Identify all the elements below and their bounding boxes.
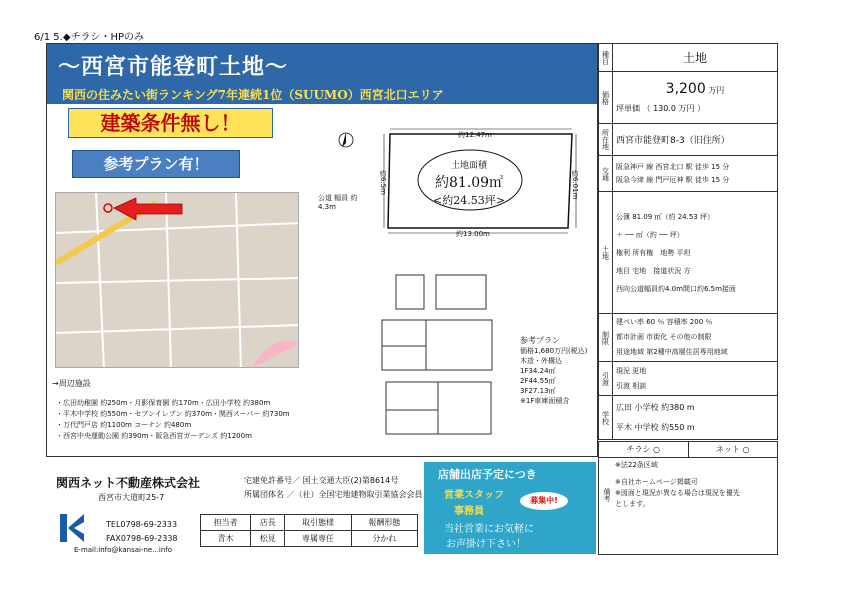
location-label: 所在地 xyxy=(599,124,613,156)
transport-label: 交通 xyxy=(599,156,613,192)
land-category: 地目 宅地 xyxy=(616,266,647,275)
floor-plans xyxy=(376,270,516,440)
recruit-line: 当社営業にお気軽に xyxy=(444,524,534,535)
recruit-badge: 募集中! xyxy=(520,492,568,510)
recruit-line: 事務員 xyxy=(454,506,484,517)
flyer-flag: チラシ ○ xyxy=(599,442,689,458)
lot-top-dim: 約12.47m xyxy=(458,131,492,139)
nearby-item: ・万代門戸店 約1100m コーナン 約480m xyxy=(56,421,192,429)
media-table xyxy=(598,441,778,458)
road-access: 接道状況 方 xyxy=(653,266,691,275)
status: 現況 更地 xyxy=(616,366,647,375)
land-label: 土地 xyxy=(599,192,613,314)
nearby-heading: →周辺施設 xyxy=(52,379,91,388)
plan-floor-1: 1F34.24㎡ xyxy=(520,367,556,375)
plan-price: 価格1,680万円(税込) xyxy=(520,347,588,355)
remark-line: ※図面と現況が異なる場合は現況を優先 xyxy=(615,489,740,497)
staff-header: 担当者 xyxy=(201,515,251,531)
handover-label: 引渡 xyxy=(599,362,613,396)
fax-text: FAX0798-69-2338 xyxy=(106,534,178,543)
license-info xyxy=(244,474,423,502)
nearby-list xyxy=(56,398,386,442)
recruit-line: 店舗出店予定につき xyxy=(438,468,537,481)
limits-label: 制限 xyxy=(599,314,613,362)
lot-area-m2: 約81.09㎡ xyxy=(434,175,504,191)
transport-line: 阪急神戸 線 西宮北口 駅 徒歩 15 分 xyxy=(616,162,730,171)
handover: 引渡 相談 xyxy=(616,381,647,390)
company-address: 西宮市大道町25-7 xyxy=(98,493,165,502)
remark-line: ※法22条区域 xyxy=(615,461,658,469)
zoning: 用途地域 第2種中高層住居専用地域 xyxy=(616,348,728,356)
road-frontage: 西向公道幅員約4.0m間口約6.5m接面 xyxy=(616,284,736,293)
junior-high-school: 平木 中学校 約550 m xyxy=(616,422,695,432)
company-phone xyxy=(106,518,178,546)
lot-area-tsubo: <約24.53坪> xyxy=(433,194,505,207)
plan-note: ※1F車庫面積含 xyxy=(520,397,570,405)
company-name: 関西ネット不動産株式会社 xyxy=(56,476,201,490)
header-code: 6/1 5.◆チラシ・HPのみ xyxy=(34,32,145,43)
company-logo-icon xyxy=(58,512,88,544)
association: 所属団体名 ／（社）全国宅地建物取引業協会会員 xyxy=(244,490,423,499)
staff-value: 青木 xyxy=(201,531,251,547)
nearby-item: ・平木中学校 約550m・セブンイレブン 約370m・関西スーパー 約730m xyxy=(56,410,290,418)
land-area-extra: ＋ ── ㎡（約 ── 坪） xyxy=(616,230,684,239)
remark-line: とします。 xyxy=(615,500,650,508)
recruit-line: お声掛け下さい！ xyxy=(446,539,526,550)
nearby-item: ・西宮中央運動公園 約390m・阪急西宮ガーデンズ 約1200m xyxy=(56,432,252,440)
tsubo-price: 坪単価 （ 130.0 万円 ） xyxy=(616,104,706,113)
location-arrow-icon xyxy=(100,196,184,226)
land-area: 公簿 81.09 ㎡（約 24.53 坪） xyxy=(616,212,714,221)
school-label: 学校 xyxy=(599,396,613,440)
recruit-line: 営業スタッフ xyxy=(444,490,504,501)
spec-table xyxy=(598,43,778,440)
location-value: 西宮市能登町8-3（旧住所） xyxy=(613,124,778,156)
tel-text: TEL0798-69-2333 xyxy=(106,520,178,529)
no-condition-tag: 建築条件無し！ xyxy=(68,108,273,138)
plan-structure: 木造・外構込 xyxy=(520,357,562,365)
terrain: 地勢 平坦 xyxy=(660,248,691,257)
net-flag: ネット ○ xyxy=(688,442,778,458)
kind-label: 種目 xyxy=(599,44,613,72)
city-planning: 都市計画 市街化 その他の制限 xyxy=(616,333,712,341)
staff-table xyxy=(200,514,418,547)
elementary-school: 広田 小学校 約380 m xyxy=(616,402,695,412)
email-text: E-mail:info@kansai-ne...info xyxy=(74,546,173,554)
recruit-box xyxy=(424,462,596,554)
remarks-label: 備考 xyxy=(603,488,611,502)
kind-value: 土地 xyxy=(613,44,778,72)
remarks xyxy=(598,457,778,555)
remark-line: ※自社ホームページ掲載可 xyxy=(615,478,698,486)
road-label: 公道 幅員 約4.3m xyxy=(318,194,358,211)
plan-info xyxy=(520,336,588,406)
plan-tag: 参考プラン有！ xyxy=(72,150,240,178)
coverage: 建ぺい率 60 ％ 容積率 200 ％ xyxy=(616,318,713,326)
plan-title: 参考プラン xyxy=(520,336,560,345)
staff-value: 松見 xyxy=(251,531,285,547)
page-title: 〜西宮市能登町土地〜 xyxy=(58,55,289,80)
rights: 権利 所有権 xyxy=(616,248,654,257)
lot-right-dim: 約6.01m xyxy=(571,170,579,200)
price-unit: 万円 xyxy=(708,86,725,95)
staff-header: 報酬形態 xyxy=(351,515,417,531)
lot-bottom-dim: 約13.00m xyxy=(456,230,490,238)
lot-left-dim: 約6.5m xyxy=(379,170,387,195)
price-label: 価格 xyxy=(599,72,613,124)
staff-header: 取引態様 xyxy=(285,515,351,531)
nearby-item: ・広田幼稚園 約250m・月影保育園 約170m・広田小学校 約380m xyxy=(56,399,271,407)
lot-area-label: 土地面積 xyxy=(450,161,487,171)
plan-floor-2: 2F44.55㎡ xyxy=(520,377,556,385)
price-value: 3,200 xyxy=(665,81,706,97)
staff-value: 分かれ xyxy=(351,531,417,547)
license-number: 宅建免許番号／ 国土交通大臣(2)第8614号 xyxy=(244,476,399,485)
subtitle: 関西の住みたい街ランキング7年連続1位（SUUMO）西宮北口エリア xyxy=(62,88,444,102)
plan-floor-3: 3F27.13㎡ xyxy=(520,387,556,395)
transport-line: 阪急今津 線 門戸厄神 駅 徒歩 15 分 xyxy=(616,175,730,184)
staff-header: 店長 xyxy=(251,515,285,531)
staff-value: 専属専任 xyxy=(285,531,351,547)
